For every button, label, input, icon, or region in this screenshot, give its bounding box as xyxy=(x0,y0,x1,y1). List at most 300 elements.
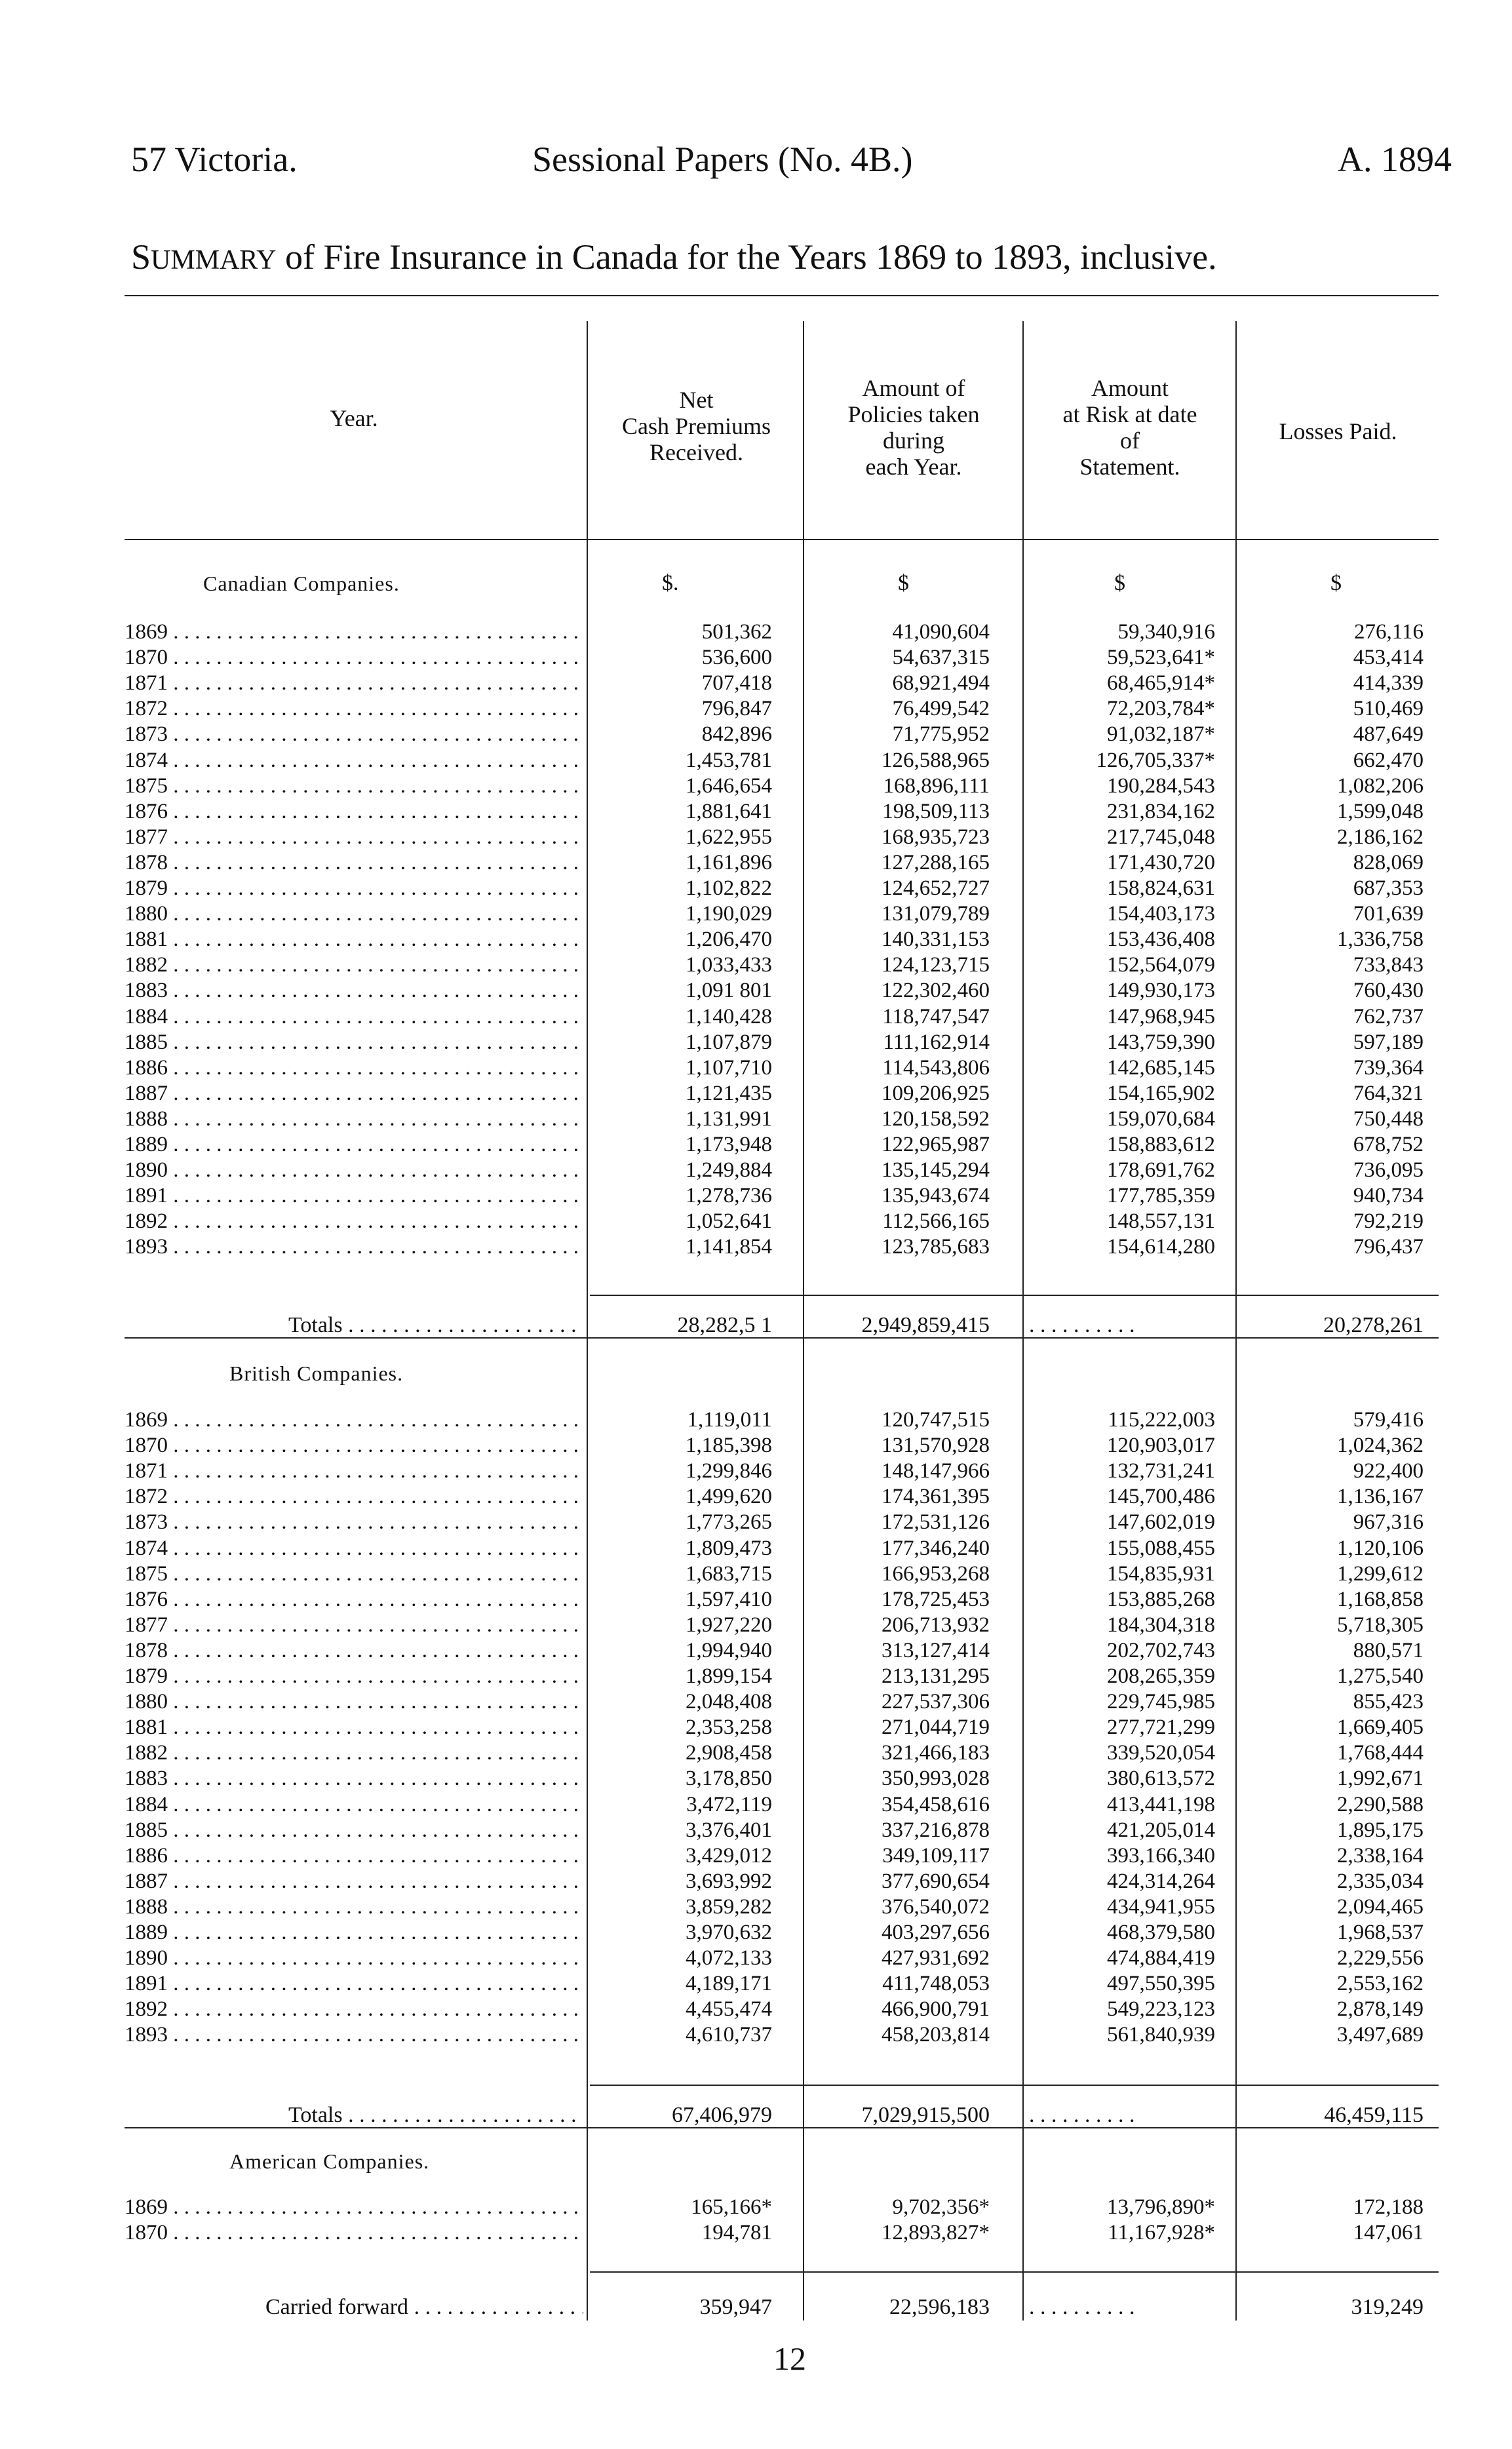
row-year: 1891 . . . xyxy=(125,1971,583,1996)
totals-premiums: 28,282,5 1 xyxy=(677,1313,772,1337)
row-premiums: 165,166* xyxy=(691,2195,772,2219)
row-risk: 561,840,939 xyxy=(1107,2023,1215,2047)
row-premiums: 1,033,433 xyxy=(686,953,772,977)
row-year: 1885 . . . xyxy=(125,1030,583,1055)
row-year: 1870 . . . xyxy=(125,645,583,670)
row-year: 1869 . . . xyxy=(125,619,583,644)
row-risk: 177,785,359 xyxy=(1107,1184,1215,1208)
row-risk: 154,835,931 xyxy=(1107,1561,1215,1586)
row-year: 1892 . . . xyxy=(125,1209,583,1234)
table-row xyxy=(0,774,1512,798)
row-losses: 414,339 xyxy=(1353,671,1424,696)
row-risk: 126,705,337* xyxy=(1096,748,1215,772)
table-row xyxy=(0,876,1512,901)
row-premiums: 796,847 xyxy=(701,697,772,721)
row-premiums: 3,429,012 xyxy=(686,1843,772,1868)
row-premiums: 4,189,171 xyxy=(686,1972,772,1996)
row-losses: 276,116 xyxy=(1353,620,1424,644)
row-risk: 154,614,280 xyxy=(1107,1235,1215,1259)
row-premiums: 1,206,470 xyxy=(686,928,772,952)
row-policies: 131,570,928 xyxy=(882,1434,990,1458)
table-row xyxy=(0,1946,1512,1970)
row-policies: 168,896,111 xyxy=(883,774,990,798)
row-premiums: 3,178,850 xyxy=(686,1767,772,1791)
table-row xyxy=(0,1209,1512,1234)
page-title xyxy=(131,234,1217,283)
table-row xyxy=(0,1894,1512,1919)
row-premiums: 1,809,473 xyxy=(686,1536,772,1560)
row-policies: 411,748,053 xyxy=(882,1972,990,1996)
row-premiums: 842,896 xyxy=(701,722,772,747)
currency-risk: $ xyxy=(1114,571,1125,595)
row-policies: 120,158,592 xyxy=(882,1107,990,1131)
row-risk: 413,441,198 xyxy=(1107,1792,1215,1816)
row-premiums: 1,597,410 xyxy=(686,1587,772,1611)
table-row xyxy=(0,901,1512,926)
col-header-policies xyxy=(805,375,1022,480)
row-risk: 380,613,572 xyxy=(1107,1767,1215,1791)
row-risk: 59,340,916 xyxy=(1117,620,1215,644)
row-losses: 940,734 xyxy=(1353,1184,1424,1208)
rule-table-top xyxy=(125,295,1439,296)
row-year: 1892 . . . xyxy=(125,1997,583,2022)
row-risk: 184,304,318 xyxy=(1107,1613,1215,1637)
row-year: 1891 . . . xyxy=(125,1183,583,1208)
row-losses: 510,469 xyxy=(1353,697,1424,721)
row-risk: 154,165,902 xyxy=(1107,1081,1215,1105)
row-risk: 153,436,408 xyxy=(1107,928,1215,952)
row-risk: 497,550,395 xyxy=(1107,1972,1215,1996)
row-premiums: 1,131,991 xyxy=(686,1107,772,1131)
row-premiums: 3,859,282 xyxy=(686,1894,772,1919)
row-policies: 118,747,547 xyxy=(882,1004,990,1029)
row-policies: 111,162,914 xyxy=(883,1030,990,1054)
row-premiums: 1,173,948 xyxy=(686,1133,772,1156)
row-policies: 403,297,656 xyxy=(882,1921,990,1944)
row-risk: 229,745,985 xyxy=(1107,1690,1215,1714)
row-policies: 349,109,117 xyxy=(882,1843,990,1868)
row-policies: 114,543,806 xyxy=(882,1055,990,1080)
table-row xyxy=(0,748,1512,773)
row-policies: 354,458,616 xyxy=(882,1792,990,1816)
table-row xyxy=(0,799,1512,824)
table-row xyxy=(0,1561,1512,1586)
carried-forward-row xyxy=(0,2294,1512,2321)
table-row xyxy=(0,1869,1512,1894)
row-premiums: 194,781 xyxy=(701,2221,772,2245)
table-row xyxy=(0,1407,1512,1432)
row-risk: 115,222,003 xyxy=(1108,1408,1215,1432)
table-row xyxy=(0,1132,1512,1157)
row-risk: 147,968,945 xyxy=(1107,1004,1215,1029)
row-premiums: 1,102,822 xyxy=(686,876,772,900)
row-losses: 1,768,444 xyxy=(1337,1741,1424,1765)
row-policies: 458,203,814 xyxy=(882,2023,990,2047)
row-premiums: 1,622,955 xyxy=(686,825,772,849)
row-premiums: 1,927,220 xyxy=(686,1613,772,1637)
row-premiums: 1,185,398 xyxy=(686,1434,772,1458)
row-losses: 5,718,305 xyxy=(1337,1613,1424,1637)
row-premiums: 2,353,258 xyxy=(686,1715,772,1740)
row-year: 1882 . . . xyxy=(125,1740,583,1765)
row-year: 1893 . . . xyxy=(125,2022,583,2047)
row-policies: 140,331,153 xyxy=(882,928,990,952)
col-header-premiums-line: Net xyxy=(679,387,714,413)
row-premiums: 3,693,992 xyxy=(686,1869,772,1893)
row-risk: 155,088,455 xyxy=(1107,1536,1215,1560)
row-policies: 206,713,932 xyxy=(882,1613,990,1637)
totals-losses: 20,278,261 xyxy=(1323,1313,1424,1337)
row-policies: 166,953,268 xyxy=(882,1561,990,1586)
row-year: 1893 . . . xyxy=(125,1234,583,1259)
totals-policies: 7,029,915,500 xyxy=(861,2103,990,2127)
row-year: 1878 . . . xyxy=(125,850,583,875)
row-losses: 967,316 xyxy=(1353,1510,1424,1535)
row-risk: 277,721,299 xyxy=(1107,1715,1215,1740)
col-header-policies-line: during xyxy=(883,427,944,454)
table-row xyxy=(0,1689,1512,1714)
row-policies: 466,900,791 xyxy=(882,1997,990,2022)
row-policies: 321,466,183 xyxy=(882,1741,990,1765)
row-risk: 171,430,720 xyxy=(1107,850,1215,874)
rule-cdn-sum xyxy=(590,1295,1439,1296)
row-risk: 68,465,914* xyxy=(1107,671,1215,696)
row-losses: 762,737 xyxy=(1353,1004,1424,1029)
row-losses: 1,168,858 xyxy=(1337,1587,1424,1611)
row-policies: 172,531,126 xyxy=(882,1510,990,1535)
carried-forward-risk: . . . . . . . . . . xyxy=(1029,2295,1135,2319)
col-header-premiums-line: Cash Premiums xyxy=(621,413,771,439)
row-year: 1869 . . . xyxy=(125,2195,583,2220)
row-year: 1885 . . . xyxy=(125,1818,583,1843)
row-premiums: 501,362 xyxy=(701,620,772,644)
row-premiums: 1,899,154 xyxy=(686,1664,772,1688)
header-year: A. 1894 xyxy=(1338,140,1452,179)
row-risk: 132,731,241 xyxy=(1107,1459,1215,1483)
table-row xyxy=(0,1715,1512,1740)
row-policies: 135,145,294 xyxy=(882,1158,990,1183)
header-session: 57 Victoria. xyxy=(131,140,298,179)
row-policies: 122,965,987 xyxy=(882,1133,990,1156)
row-policies: 76,499,542 xyxy=(892,697,990,721)
row-policies: 109,206,925 xyxy=(882,1081,990,1105)
row-year: 1883 . . . xyxy=(125,1766,583,1791)
row-policies: 123,785,683 xyxy=(882,1235,990,1259)
row-year: 1882 . . . xyxy=(125,952,583,977)
row-risk: 190,284,543 xyxy=(1107,774,1215,798)
row-year: 1884 . . . xyxy=(125,1792,583,1817)
row-risk: 474,884,419 xyxy=(1107,1946,1215,1970)
row-losses: 2,338,164 xyxy=(1337,1843,1424,1868)
row-premiums: 1,141,854 xyxy=(686,1235,772,1259)
row-year: 1880 . . . xyxy=(125,901,583,926)
row-risk: 142,685,145 xyxy=(1107,1055,1215,1080)
table-row xyxy=(0,1792,1512,1817)
row-losses: 922,400 xyxy=(1353,1459,1424,1483)
col-header-policies-line: Policies taken xyxy=(847,401,980,427)
table-row xyxy=(0,1004,1512,1029)
row-losses: 2,229,556 xyxy=(1337,1946,1424,1970)
table-row xyxy=(0,1740,1512,1765)
totals-policies: 2,949,859,415 xyxy=(861,1313,990,1337)
row-policies: 178,725,453 xyxy=(882,1587,990,1611)
row-losses: 855,423 xyxy=(1353,1690,1424,1714)
row-year: 1874 . . . xyxy=(125,1536,583,1561)
row-year: 1881 . . . xyxy=(125,1715,583,1740)
row-year: 1880 . . . xyxy=(125,1689,583,1714)
row-losses: 1,024,362 xyxy=(1337,1434,1424,1458)
table-row xyxy=(0,1107,1512,1131)
row-year: 1872 . . . xyxy=(125,696,583,721)
row-risk: 158,824,631 xyxy=(1107,876,1215,900)
table-row xyxy=(0,978,1512,1003)
row-losses: 736,095 xyxy=(1353,1158,1424,1183)
table-row xyxy=(0,1613,1512,1637)
col-header-policies-line: each Year. xyxy=(865,454,962,480)
row-premiums: 1,091 801 xyxy=(686,979,772,1003)
col-header-policies-line: Amount of xyxy=(862,375,965,401)
row-losses: 579,416 xyxy=(1353,1408,1424,1432)
row-losses: 2,335,034 xyxy=(1337,1869,1424,1893)
row-policies: 122,302,460 xyxy=(882,979,990,1003)
row-policies: 68,921,494 xyxy=(892,671,990,696)
row-year: 1888 . . . xyxy=(125,1894,583,1919)
row-year: 1890 . . . xyxy=(125,1946,583,1970)
table-row xyxy=(0,927,1512,952)
row-risk: 91,032,187* xyxy=(1107,722,1215,747)
row-losses: 1,992,671 xyxy=(1337,1767,1424,1791)
row-risk: 143,759,390 xyxy=(1107,1030,1215,1054)
carried-forward-policies: 22,596,183 xyxy=(889,2295,990,2319)
row-premiums: 1,107,710 xyxy=(686,1055,772,1080)
title-lead-rest: UMMARY xyxy=(151,245,277,275)
section-title-british: British Companies. xyxy=(229,1362,404,1385)
row-premiums: 4,072,133 xyxy=(686,1946,772,1970)
row-policies: 177,346,240 xyxy=(882,1536,990,1560)
row-losses: 1,669,405 xyxy=(1337,1715,1424,1740)
row-risk: 145,700,486 xyxy=(1107,1485,1215,1509)
row-risk: 120,903,017 xyxy=(1107,1434,1215,1458)
col-header-losses: Losses Paid. xyxy=(1279,418,1397,444)
row-risk: 59,523,641* xyxy=(1107,646,1215,670)
row-risk: 158,883,612 xyxy=(1107,1133,1215,1156)
table-row xyxy=(0,952,1512,977)
row-policies: 174,361,395 xyxy=(882,1485,990,1509)
row-year: 1879 . . . xyxy=(125,1664,583,1689)
row-risk: 231,834,162 xyxy=(1107,799,1215,823)
table-row xyxy=(0,1818,1512,1843)
row-policies: 313,127,414 xyxy=(882,1638,990,1662)
table-row xyxy=(0,1030,1512,1055)
row-year: 1878 . . . xyxy=(125,1638,583,1663)
row-risk: 393,166,340 xyxy=(1107,1843,1215,1868)
row-risk: 202,702,743 xyxy=(1107,1638,1215,1662)
row-losses: 1,895,175 xyxy=(1337,1818,1424,1842)
row-year: 1871 . . . xyxy=(125,1459,583,1483)
table-row xyxy=(0,1997,1512,2022)
row-losses: 1,599,048 xyxy=(1337,799,1424,823)
row-risk: 339,520,054 xyxy=(1107,1741,1215,1765)
row-premiums: 1,881,641 xyxy=(686,799,772,823)
row-risk: 13,796,890* xyxy=(1107,2195,1215,2219)
row-risk: 434,941,955 xyxy=(1107,1894,1215,1919)
table-row xyxy=(0,1587,1512,1612)
row-policies: 148,147,966 xyxy=(882,1459,990,1483)
row-year: 1875 . . . xyxy=(125,774,583,798)
row-losses: 1,136,167 xyxy=(1337,1485,1424,1509)
row-policies: 168,935,723 xyxy=(882,825,990,849)
totals-label: Totals . . . xyxy=(288,2102,583,2128)
row-policies: 376,540,072 xyxy=(882,1894,990,1919)
col-header-risk-line: at Risk at date xyxy=(1062,401,1197,427)
rule-brit-sum xyxy=(590,2085,1439,2086)
table-row xyxy=(0,1510,1512,1535)
row-policies: 124,123,715 xyxy=(882,953,990,977)
row-premiums: 3,376,401 xyxy=(686,1818,772,1842)
row-year: 1884 . . . xyxy=(125,1004,583,1029)
row-policies: 271,044,719 xyxy=(882,1715,990,1740)
row-year: 1873 . . . xyxy=(125,722,583,747)
row-losses: 733,843 xyxy=(1353,953,1424,977)
row-losses: 760,430 xyxy=(1353,979,1424,1003)
row-risk: 152,564,079 xyxy=(1107,953,1215,977)
row-losses: 1,082,206 xyxy=(1337,774,1424,798)
table-row xyxy=(0,2220,1512,2245)
row-year: 1879 . . . xyxy=(125,876,583,901)
row-policies: 427,931,692 xyxy=(882,1946,990,1970)
col-header-risk-line: Amount xyxy=(1091,375,1169,401)
row-policies: 227,537,306 xyxy=(882,1690,990,1714)
table-row xyxy=(0,722,1512,747)
row-policies: 126,588,965 xyxy=(882,748,990,772)
currency-policies: $ xyxy=(898,571,909,595)
row-year: 1886 . . . xyxy=(125,1843,583,1868)
table-row xyxy=(0,1971,1512,1996)
title-rest: of Fire Insurance in Canada for the Years 1869 to 1893, inclusive. xyxy=(276,237,1217,277)
row-policies: 112,566,165 xyxy=(882,1209,990,1234)
table-row xyxy=(0,1766,1512,1791)
row-policies: 135,943,674 xyxy=(882,1184,990,1208)
row-risk: 549,223,123 xyxy=(1107,1997,1215,2022)
totals-risk: . . . . . . . . . . xyxy=(1029,2103,1135,2127)
row-risk: 154,403,173 xyxy=(1107,902,1215,926)
row-losses: 678,752 xyxy=(1353,1133,1424,1156)
row-risk: 178,691,762 xyxy=(1107,1158,1215,1183)
table-row xyxy=(0,2195,1512,2220)
row-premiums: 1,119,011 xyxy=(687,1408,772,1432)
carried-forward-premiums: 359,947 xyxy=(699,2295,772,2319)
section-title-canadian: Canadian Companies. xyxy=(203,572,400,595)
row-risk: 149,930,173 xyxy=(1107,979,1215,1003)
section-title-american: American Companies. xyxy=(229,2149,430,2173)
table-row xyxy=(0,1459,1512,1483)
row-policies: 120,747,515 xyxy=(882,1408,990,1432)
row-premiums: 1,052,641 xyxy=(686,1209,772,1234)
totals-premiums: 67,406,979 xyxy=(672,2103,772,2127)
totals-losses: 46,459,115 xyxy=(1324,2103,1424,2127)
row-losses: 828,069 xyxy=(1353,850,1424,874)
row-policies: 12,893,827* xyxy=(882,2221,990,2245)
row-losses: 1,336,758 xyxy=(1337,928,1424,952)
row-year: 1889 . . . xyxy=(125,1132,583,1157)
row-risk: 468,379,580 xyxy=(1107,1921,1215,1944)
row-losses: 2,290,588 xyxy=(1337,1792,1424,1816)
page-number: 12 xyxy=(773,2340,806,2377)
row-losses: 453,414 xyxy=(1353,646,1424,670)
carried-forward-losses: 319,249 xyxy=(1351,2295,1424,2319)
row-year: 1886 . . . xyxy=(125,1055,583,1080)
row-premiums: 707,418 xyxy=(701,671,772,696)
row-risk: 421,205,014 xyxy=(1107,1818,1215,1842)
row-year: 1887 . . . xyxy=(125,1081,583,1106)
currency-premiums: $. xyxy=(662,571,679,595)
row-premiums: 1,499,620 xyxy=(686,1485,772,1509)
row-premiums: 1,249,884 xyxy=(686,1158,772,1183)
row-losses: 2,186,162 xyxy=(1337,825,1424,849)
row-policies: 9,702,356* xyxy=(892,2195,990,2219)
row-year: 1876 . . . xyxy=(125,799,583,824)
row-year: 1870 . . . xyxy=(125,2220,583,2245)
row-risk: 424,314,264 xyxy=(1107,1869,1215,1893)
row-premiums: 1,299,846 xyxy=(686,1459,772,1483)
row-year: 1888 . . . xyxy=(125,1107,583,1131)
row-year: 1890 . . . xyxy=(125,1158,583,1183)
row-losses: 764,321 xyxy=(1353,1081,1424,1105)
row-losses: 662,470 xyxy=(1353,748,1424,772)
row-premiums: 1,140,428 xyxy=(686,1004,772,1029)
row-premiums: 1,773,265 xyxy=(686,1510,772,1535)
row-losses: 1,275,540 xyxy=(1337,1664,1424,1688)
row-year: 1875 . . . xyxy=(125,1561,583,1586)
canadian-totals-row xyxy=(0,1312,1512,1339)
col-header-risk-line: Statement. xyxy=(1079,454,1180,480)
row-policies: 131,079,789 xyxy=(882,902,990,926)
table-row xyxy=(0,1081,1512,1106)
row-premiums: 1,994,940 xyxy=(686,1638,772,1662)
col-header-premiums xyxy=(590,387,803,465)
totals-risk: . . . . . . . . . . xyxy=(1029,1313,1135,1337)
table-row xyxy=(0,645,1512,670)
row-year: 1881 . . . xyxy=(125,927,583,952)
row-year: 1871 . . . xyxy=(125,671,583,696)
col-header-risk-line: of xyxy=(1120,427,1140,454)
row-premiums: 1,453,781 xyxy=(686,748,772,772)
table-row xyxy=(0,1920,1512,1945)
row-premiums: 2,908,458 xyxy=(686,1741,772,1765)
row-premiums: 1,121,435 xyxy=(686,1081,772,1105)
row-premiums: 536,600 xyxy=(701,646,772,670)
table-row xyxy=(0,1234,1512,1259)
table-row xyxy=(0,1158,1512,1183)
row-risk: 11,167,928* xyxy=(1108,2221,1215,2245)
row-year: 1877 . . . xyxy=(125,825,583,850)
row-premiums: 3,970,632 xyxy=(686,1921,772,1944)
row-losses: 701,639 xyxy=(1353,902,1424,926)
col-header-premiums-line: Received. xyxy=(649,439,743,465)
row-losses: 880,571 xyxy=(1353,1638,1424,1662)
row-losses: 1,120,106 xyxy=(1337,1536,1424,1560)
row-year: 1874 . . . xyxy=(125,748,583,773)
table-row xyxy=(0,1484,1512,1509)
table-row xyxy=(0,671,1512,696)
row-premiums: 4,455,474 xyxy=(686,1997,772,2022)
row-losses: 1,968,537 xyxy=(1337,1921,1424,1944)
row-year: 1889 . . . xyxy=(125,1920,583,1945)
row-year: 1873 . . . xyxy=(125,1510,583,1535)
row-policies: 377,690,654 xyxy=(882,1869,990,1893)
table-row xyxy=(0,619,1512,644)
table-row xyxy=(0,2022,1512,2047)
